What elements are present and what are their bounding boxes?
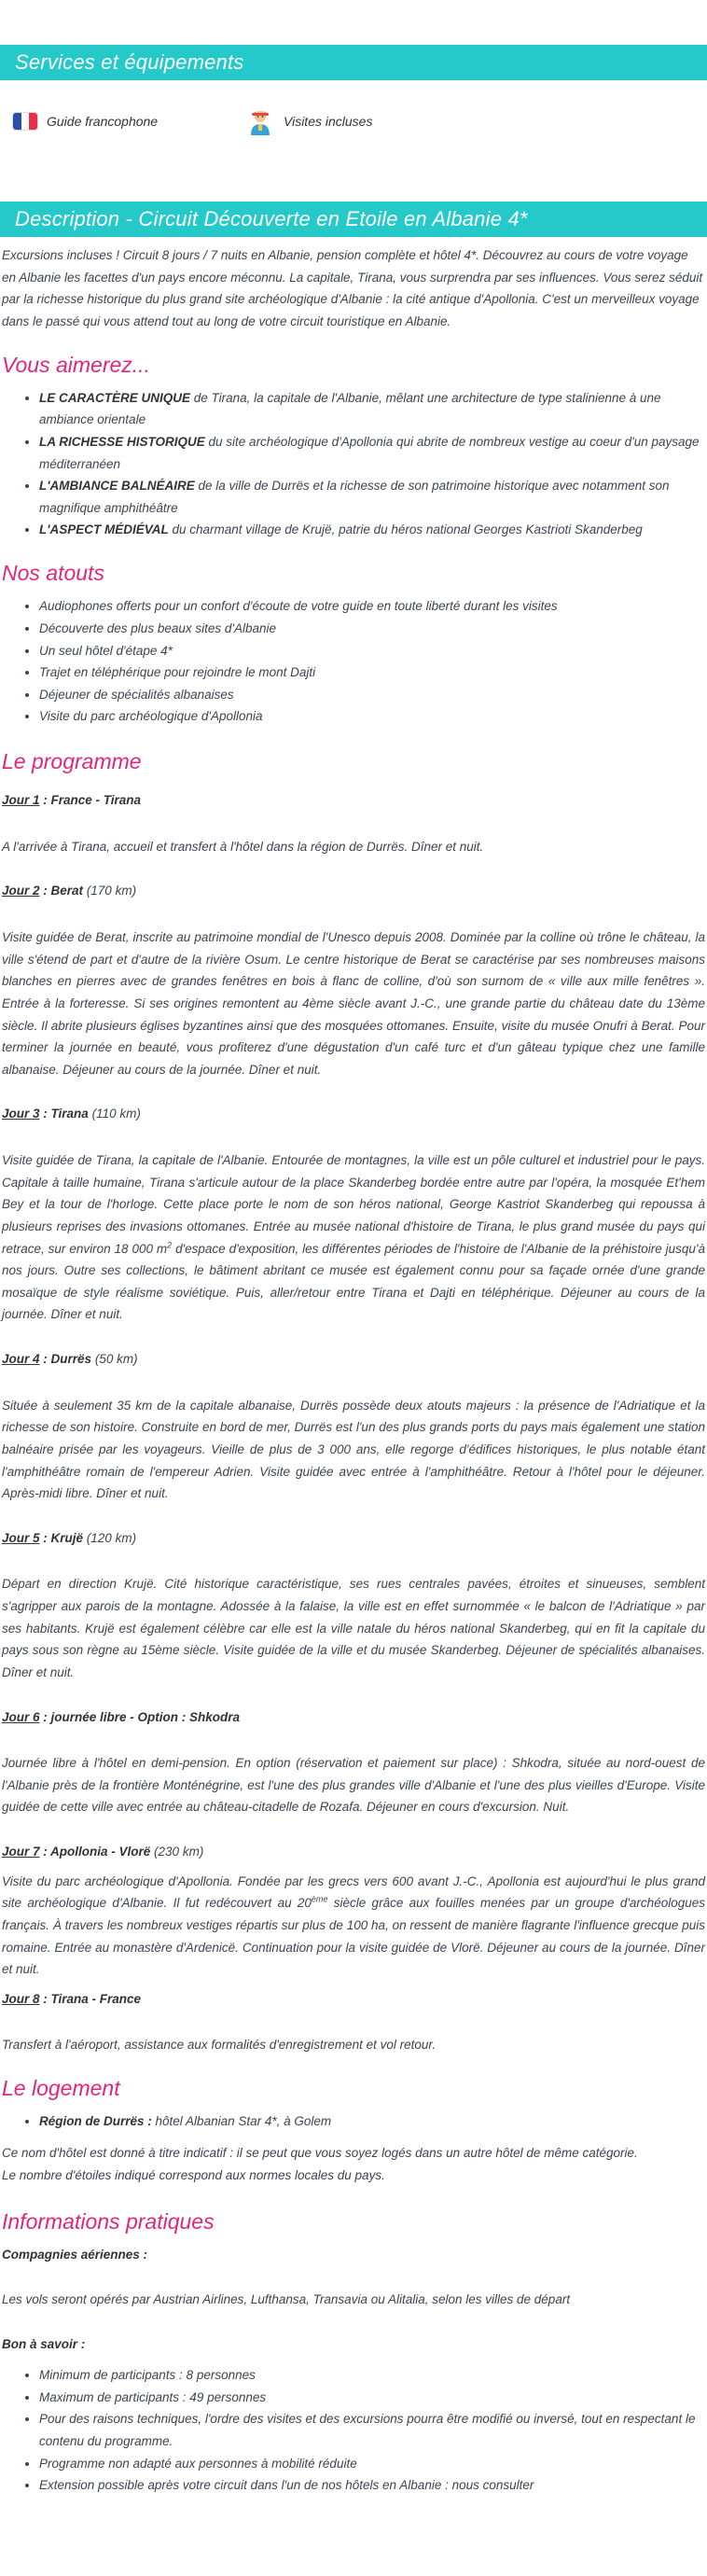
day-place: journée libre - Option : Shkodra bbox=[50, 1709, 241, 1724]
logement-list bbox=[2, 2110, 705, 2133]
day-text-part: Visite guidée de Tirana, la capitale de l'Albanie. Entourée de montagnes, la ville est un pôle culturel et industriel pour le pays. Capitale à taille humaine, Tirana s'articule autour de la place Skanderbeg bordée entre autre par l'opéra, la mosquée Et'hem Bey et la tour de l'horloge. Cette place porte le nom de son héros national, George Kastriot Skanderbeg qui repoussa à plusieurs reprises des invasions ottomanes. Entrée au musée national d'histoire de Tirana, le plus grand musée du pays qui retrace, sur environ 18 000 m bbox=[2, 1153, 705, 1256]
atouts-title: Nos atouts bbox=[2, 561, 104, 586]
service-visits bbox=[246, 106, 479, 136]
day-label: Jour 4 bbox=[2, 1352, 40, 1367]
atouts-list bbox=[2, 595, 705, 728]
day-distance: (170 km) bbox=[86, 884, 137, 898]
description-title: Description - Circuit Découverte en Etoile en Albanie 4* bbox=[0, 202, 707, 237]
superscript: ème bbox=[311, 1894, 328, 1904]
day-title: Jour 7 : Apollonia - Vlorë (230 km) bbox=[2, 1845, 204, 1859]
day-distance: (120 km) bbox=[86, 1530, 137, 1545]
list-item: • Découverte des plus beaux sites d'Albanie bbox=[39, 618, 705, 640]
day-label: Jour 1 bbox=[2, 793, 40, 808]
day-title: Jour 6 : journée libre - Option : Shkodra bbox=[2, 1709, 241, 1724]
list-item: • Trajet en téléphérique pour rejoindre le mont Dajti bbox=[39, 661, 705, 684]
compagnies-text: Les vols seront opérés par Austrian Airlines, Lufthansa, Transavia ou Alitalia, selon les villes de départ bbox=[2, 2291, 571, 2306]
list-item bbox=[39, 519, 705, 541]
day-text bbox=[2, 1149, 705, 1326]
day-text: Située à seulement 35 km de la capitale albanaise, Durrës possède deux atouts majeurs : la présence de l'Adriatique et la richesse de son histoire. Construite en bord de mer, Durrës est l'un des plus grands ports du pays mais également une station balnéaire prisée par les voyageurs. Vieille de plus de 3 000 ans, elle regorge d'édifices historiques, le plus notable étant l'amphithéâtre romain de l'empereur Adrien. Visite guidée avec entrée à l'amphithéâtre. Retour à l'hôtel pour le déjeuner. Après-midi libre. Dîner et nuit. bbox=[2, 1398, 705, 1501]
list-item-text: de Tirana, la capitale de l'Albanie, mêlant une architecture de type stalinienne à une ambiance orientale bbox=[39, 390, 661, 427]
day-title: Jour 3 : Tirana (110 km) bbox=[2, 1107, 141, 1121]
day-title: Jour 8 : Tirana - France bbox=[2, 1991, 142, 2006]
list-item-text: de la ville de Durrës et la richesse de son patrimoine historique avec notamment son magnifique amphithéâtre bbox=[39, 479, 670, 515]
list-item-text: du site archéologique d'Apollonia qui abrite de nombreux vestige au coeur d'un paysage méditerranéen bbox=[39, 434, 700, 471]
day-place: Tirana - France bbox=[50, 1991, 142, 2006]
list-item: • Un seul hôtel d'étape 4* bbox=[39, 640, 705, 662]
bon-label: Bon à savoir : bbox=[2, 2336, 86, 2351]
logement-note: Le nombre d'étoiles indiqué correspond aux normes locales du pays. bbox=[2, 2167, 385, 2182]
list-item: • Visite du parc archéologique d'Apollonia bbox=[39, 705, 705, 728]
list-item-bold: LA RICHESSE HISTORIQUE bbox=[39, 434, 205, 449]
service-visits-label: Visites incluses bbox=[284, 113, 373, 129]
day-title: Jour 2 : Berat (170 km) bbox=[2, 884, 137, 898]
aimerez-list bbox=[2, 387, 705, 541]
list-item: • Pour des raisons techniques, l'ordre des visites et des excursions pourra être modifié ou inversé, tout en respectant le contenu du programme. bbox=[39, 2408, 705, 2452]
description-intro: Excursions incluses ! Circuit 8 jours / 7 nuits en Albanie, pension complète et hôtel 4*. Découvrez au cours de votre voyage en Albanie les facettes d'un pays encore méconnu. La capitale, Tirana, vous surprendra par ses influences. Vous serez séduit par la richesse historique du plus grand site archéologique d'Albanie : la cité antique d'Apollonia. C'est un merveilleux voyage dans le passé qui vous attend tout au long de votre circuit touristique en Albanie. bbox=[2, 248, 703, 328]
logement-note: Ce nom d'hôtel est donné à titre indicatif : il se peut que vous soyez logés dans un autre hôtel de même catégorie. bbox=[2, 2145, 638, 2160]
programme-title: Le programme bbox=[2, 749, 142, 773]
day-text: Visite guidée de Berat, inscrite au patrimoine mondial de l'Unesco depuis 2008. Dominée par la colline où trône le château, la ville s'étend de part et d'autre de la rivière Osum. Le centre historique de Berat se caractérise par ses nombreuses maisons blanches en pierres avec de grandes fenêtres en bois à flanc de colline, d'où son surnom de « ville aux mille fenêtres ». Entrée à la forteresse. Si ses origines remontent au 4ème siècle avant J.-C., une grande partie du château date du 13ème siècle. Il abrite plusieurs églises byzantines ainsi que des mosquées ottomanes. Ensuite, visite du musée Onufri à Berat. Pour terminer la journée en beauté, vous profiterez d'une dégustation d'un café turc et d'un gâteau typique chez une famille albanaise. Déjeuner au cours de la journée. Dîner et nuit. bbox=[2, 930, 705, 1077]
list-item: • Audiophones offerts pour un confort d'écoute de votre guide en toute liberté durant les visites bbox=[39, 595, 705, 618]
list-item-bold: L'ASPECT MÉDIÉVAL bbox=[39, 522, 169, 537]
main-content bbox=[0, 237, 707, 2497]
day-label: Jour 8 bbox=[2, 1991, 40, 2006]
day-place: Apollonia - Vlorë bbox=[50, 1845, 151, 1859]
day-title: Jour 1 : France - Tirana bbox=[2, 793, 142, 808]
services-list bbox=[0, 80, 707, 146]
list-item: • Programme non adapté aux personnes à mobilité réduite bbox=[39, 2453, 705, 2475]
day-place: Krujë bbox=[50, 1530, 84, 1545]
france-flag-icon bbox=[13, 113, 37, 130]
day-label: Jour 7 bbox=[2, 1845, 40, 1859]
list-item-bold: LE CARACTÈRE UNIQUE bbox=[39, 390, 191, 405]
day-label: Jour 6 bbox=[2, 1709, 40, 1724]
list-item: • Extension possible après votre circuit dans l'un de nos hôtels en Albanie : nous consulter bbox=[39, 2474, 705, 2497]
day-title: Jour 5 : Krujë (120 km) bbox=[2, 1530, 137, 1545]
day-place: France - Tirana bbox=[50, 793, 142, 808]
day-title: Jour 4 : Durrës (50 km) bbox=[2, 1352, 138, 1367]
day-text bbox=[2, 1871, 705, 1981]
list-item-text: du charmant village de Krujë, patrie du héros national Georges Kastrioti Skanderbeg bbox=[168, 522, 643, 537]
service-guide bbox=[13, 110, 246, 133]
day-text: Transfert à l'aéroport, assistance aux formalités d'enregistrement et vol retour. bbox=[2, 2038, 437, 2053]
day-text: A l'arrivée à Tirana, accueil et transfert à l'hôtel dans la région de Durrës. Dîner et nuit. bbox=[2, 839, 484, 854]
day-text: Journée libre à l'hôtel en demi-pension. En option (réservation et paiement sur place) : Shkodra, située au nord-ouest de l'Albanie près de la frontière Monténégrine, est l'une des plus grandes ville d'Albanie et l'une des plus vieilles d'Europe. Visite guidée de cette ville avec entrée au château-citadelle de Rozafa. Déjeuner en cours d'excursion. Nuit. bbox=[2, 1756, 705, 1815]
list-item bbox=[39, 387, 705, 431]
compagnies-label: Compagnies aériennes : bbox=[2, 2248, 148, 2263]
superscript: 2 bbox=[167, 1240, 173, 1250]
day-text: Départ en direction Krujë. Cité historique caractéristique, ses rues centrales pavées, étroites et sinueuses, semblent s'agripper aux parois de la montagne. Adossée à la falaise, la ville est en effet surnommée « le balcon de l'Adriatique » par ses habitants. Krujë est également célèbre car elle est la ville natale du héros national Skanderbeg, qui en fit la capitale du pays sous son règne au 15ème siècle. Visite guidée de la ville et du musée Skanderbeg. Déjeuner de spécialités albanaises. Dîner et nuit. bbox=[2, 1577, 705, 1679]
infos-title: Informations pratiques bbox=[2, 2209, 215, 2235]
list-item bbox=[39, 2110, 705, 2133]
day-distance: (50 km) bbox=[94, 1352, 138, 1367]
day-place: Berat bbox=[50, 884, 84, 898]
tour-guide-icon bbox=[246, 106, 274, 136]
day-label: Jour 5 bbox=[2, 1530, 40, 1545]
day-label: Jour 2 bbox=[2, 884, 40, 898]
aimerez-title: Vous aimerez... bbox=[2, 352, 150, 377]
list-item: • Déjeuner de spécialités albanaises bbox=[39, 684, 705, 706]
list-item-bold: L'AMBIANCE BALNÉAIRE bbox=[39, 479, 195, 494]
day-text-part: d'espace d'exposition, les différentes périodes de l'histoire de l'Albanie de la préhistoire jusqu'à nos jours. Outre ses collections, le bâtiment abritant ce musée est également connu pour sa façade ornée d'une grande mosaïque de style réalisme soviétique. Puis, aller/retour entre Tirana et Dajti en téléphérique. Déjeuner au cours de la journée. Dîner et nuit. bbox=[2, 1241, 705, 1322]
day-place: Tirana bbox=[50, 1107, 89, 1121]
logement-title: Le logement bbox=[2, 2076, 120, 2101]
day-text-part: siècle grâce aux fouilles menées par un groupe d'archéologues français. À travers les nombreux vestiges répartis sur plus de 100 ha, on ressent de manière flagrante l'influence grecque puis romaine. Entrée au monastère d'Ardenicë. Continuation pour la visite guidée de Vlorë. Déjeuner au cours de la journée. Dîner et nuit. bbox=[2, 1896, 705, 1977]
day-label: Jour 3 bbox=[2, 1107, 40, 1121]
services-title: Services et équipements bbox=[0, 45, 707, 80]
list-item-bold: Région de Durrës : bbox=[39, 2114, 152, 2129]
list-item bbox=[39, 431, 705, 475]
list-item: • Maximum de participants : 49 personnes bbox=[39, 2387, 705, 2409]
list-item: • Minimum de participants : 8 personnes bbox=[39, 2364, 705, 2387]
service-guide-label: Guide francophone bbox=[47, 113, 159, 129]
day-text-part: Visite du parc archéologique d'Apollonia. Fondée par les grecs vers 600 avant J.-C., Apollonia est aujourd'hui le plus grand site archéologique d'Albanie. Il fut redécouvert au 20 bbox=[2, 1873, 705, 1911]
list-item bbox=[39, 475, 705, 519]
list-item-text: hôtel Albanian Star 4*, à Golem bbox=[151, 2114, 332, 2129]
day-distance: (230 km) bbox=[154, 1845, 204, 1859]
day-place: Durrës bbox=[50, 1352, 92, 1367]
infos-list bbox=[2, 2364, 705, 2497]
day-distance: (110 km) bbox=[91, 1107, 141, 1121]
